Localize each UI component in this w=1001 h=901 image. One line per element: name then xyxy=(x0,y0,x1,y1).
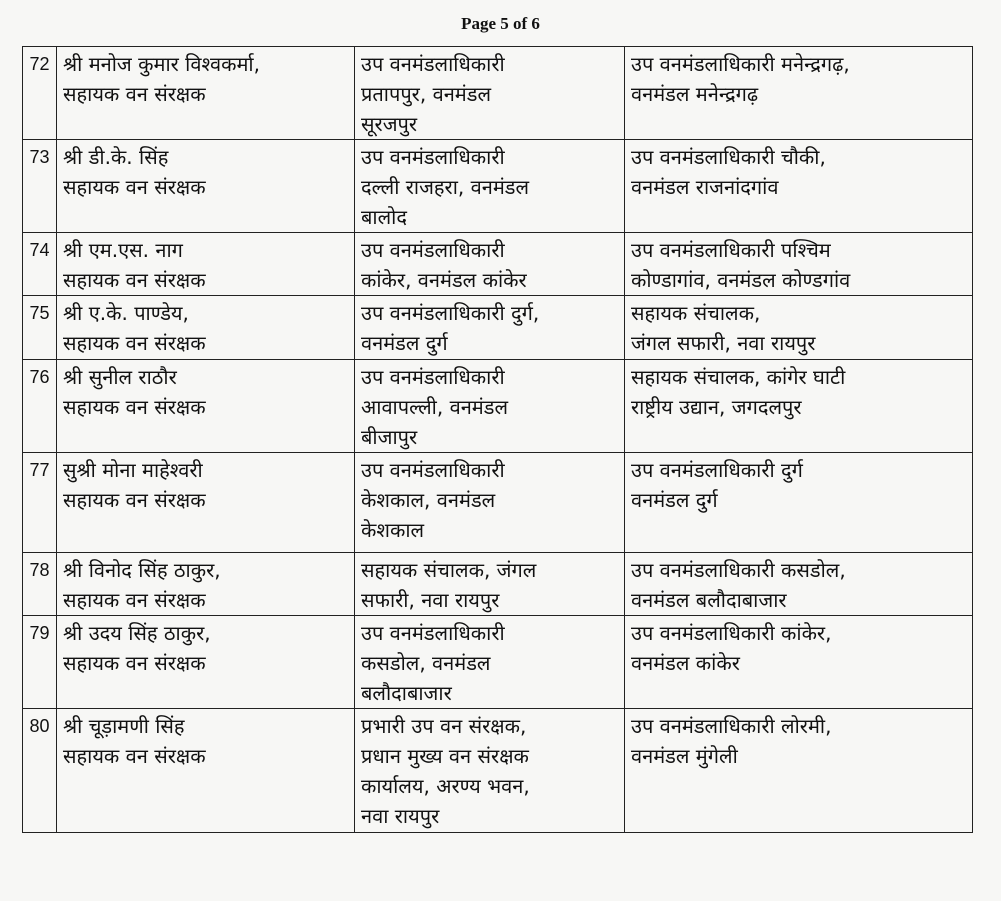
new-posting-line: उप वनमंडलाधिकारी चौकी, xyxy=(631,145,826,169)
serial-number: 78 xyxy=(29,560,50,580)
officer-designation: सहायक वन संरक्षक xyxy=(63,395,206,419)
officer-name: श्री उदय सिंह ठाकुर, xyxy=(63,621,211,645)
new-posting-cell xyxy=(625,453,973,553)
officer-designation: सहायक वन संरक्षक xyxy=(63,82,206,106)
current-posting-line: कार्यालय, अरण्य भवन, xyxy=(361,774,530,798)
current-posting-line: उप वनमंडलाधिकारी xyxy=(361,621,505,645)
officer-designation: सहायक वन संरक्षक xyxy=(63,588,206,612)
new-posting-cell xyxy=(625,709,973,833)
current-posting-line: प्रधान मुख्य वन संरक्षक xyxy=(361,744,529,768)
current-posting-line: उप वनमंडलाधिकारी xyxy=(361,458,505,482)
new-posting-line: वनमंडल कांकेर xyxy=(631,651,740,675)
table-body xyxy=(23,47,973,833)
serial-number: 72 xyxy=(29,54,50,74)
table-row xyxy=(23,47,973,140)
current-posting-cell xyxy=(355,616,625,709)
new-posting-line: जंगल सफारी, नवा रायपुर xyxy=(631,331,816,355)
serial-number-cell xyxy=(23,233,57,296)
serial-number-cell xyxy=(23,709,57,833)
serial-number-cell xyxy=(23,453,57,553)
officer-name: श्री मनोज कुमार विश्वकर्मा, xyxy=(63,52,260,76)
serial-number: 75 xyxy=(29,303,50,323)
officer-cell xyxy=(57,360,355,453)
officer-name: श्री ए.के. पाण्डेय, xyxy=(63,301,189,325)
serial-number-cell xyxy=(23,47,57,140)
current-posting-cell xyxy=(355,233,625,296)
table-row xyxy=(23,360,973,453)
current-posting-cell xyxy=(355,47,625,140)
new-posting-line: उप वनमंडलाधिकारी कसडोल, xyxy=(631,558,846,582)
new-posting-line: उप वनमंडलाधिकारी लोरमी, xyxy=(631,714,832,738)
current-posting-cell xyxy=(355,709,625,833)
officer-designation: सहायक वन संरक्षक xyxy=(63,651,206,675)
current-posting-cell xyxy=(355,553,625,616)
officer-designation: सहायक वन संरक्षक xyxy=(63,175,206,199)
officer-designation: सहायक वन संरक्षक xyxy=(63,744,206,768)
serial-number: 80 xyxy=(29,716,50,736)
serial-number-cell xyxy=(23,616,57,709)
new-posting-line: राष्ट्रीय उद्यान, जगदलपुर xyxy=(631,395,802,419)
current-posting-line: कांकेर, वनमंडल कांकेर xyxy=(361,268,527,292)
current-posting-line: बलौदाबाजार xyxy=(361,681,452,705)
current-posting-line: प्रतापपुर, वनमंडल xyxy=(361,82,492,106)
officer-designation: सहायक वन संरक्षक xyxy=(63,331,206,355)
serial-number: 76 xyxy=(29,367,50,387)
current-posting-cell xyxy=(355,360,625,453)
officer-cell xyxy=(57,553,355,616)
current-posting-line: बालोद xyxy=(361,205,407,229)
current-posting-cell xyxy=(355,296,625,360)
new-posting-line: उप वनमंडलाधिकारी पश्चिम xyxy=(631,238,831,262)
current-posting-line: बीजापुर xyxy=(361,425,418,449)
officer-cell xyxy=(57,233,355,296)
officer-cell xyxy=(57,453,355,553)
current-posting-line: नवा रायपुर xyxy=(361,804,440,828)
officer-name: श्री डी.के. सिंह xyxy=(63,145,169,169)
current-posting-line: उप वनमंडलाधिकारी xyxy=(361,52,505,76)
new-posting-cell xyxy=(625,360,973,453)
officer-name: श्री विनोद सिंह ठाकुर, xyxy=(63,558,221,582)
current-posting-cell xyxy=(355,453,625,553)
current-posting-line: सफारी, नवा रायपुर xyxy=(361,588,500,612)
officer-cell xyxy=(57,616,355,709)
officer-cell xyxy=(57,709,355,833)
new-posting-line: वनमंडल दुर्ग xyxy=(631,488,718,512)
current-posting-cell xyxy=(355,140,625,233)
table-row xyxy=(23,616,973,709)
new-posting-line: उप वनमंडलाधिकारी मनेन्द्रगढ़, xyxy=(631,52,850,76)
new-posting-cell xyxy=(625,553,973,616)
officer-name: श्री चूड़ामणी सिंह xyxy=(63,714,185,738)
new-posting-cell xyxy=(625,616,973,709)
serial-number: 77 xyxy=(29,460,50,480)
current-posting-line: केशकाल xyxy=(361,518,425,542)
new-posting-cell xyxy=(625,233,973,296)
current-posting-line: उप वनमंडलाधिकारी दुर्ग, xyxy=(361,301,540,325)
current-posting-line: दल्ली राजहरा, वनमंडल xyxy=(361,175,530,199)
page-number-header: Page 5 of 6 xyxy=(461,14,540,33)
serial-number-cell xyxy=(23,553,57,616)
current-posting-line: सहायक संचालक, जंगल xyxy=(361,558,537,582)
serial-number-cell xyxy=(23,296,57,360)
current-posting-line: उप वनमंडलाधिकारी xyxy=(361,238,505,262)
current-posting-line: उप वनमंडलाधिकारी xyxy=(361,365,505,389)
new-posting-cell xyxy=(625,47,973,140)
table-row xyxy=(23,140,973,233)
new-posting-line: वनमंडल मुंगेली xyxy=(631,744,738,768)
table-row xyxy=(23,453,973,553)
officer-name: श्री सुनील राठौर xyxy=(63,365,177,389)
new-posting-line: सहायक संचालक, xyxy=(631,301,761,325)
table-row xyxy=(23,233,973,296)
table-row xyxy=(23,296,973,360)
officer-designation: सहायक वन संरक्षक xyxy=(63,488,206,512)
serial-number: 79 xyxy=(29,623,50,643)
officer-cell xyxy=(57,47,355,140)
officer-cell xyxy=(57,296,355,360)
current-posting-line: केशकाल, वनमंडल xyxy=(361,488,496,512)
serial-number: 73 xyxy=(29,147,50,167)
officer-name: श्री एम.एस. नाग xyxy=(63,238,183,262)
serial-number: 74 xyxy=(29,240,50,260)
table-row xyxy=(23,553,973,616)
current-posting-line: कसडोल, वनमंडल xyxy=(361,651,491,675)
new-posting-cell xyxy=(625,140,973,233)
serial-number-cell xyxy=(23,360,57,453)
new-posting-line: उप वनमंडलाधिकारी दुर्ग xyxy=(631,458,803,482)
table-row xyxy=(23,709,973,833)
current-posting-line: सूरजपुर xyxy=(361,112,418,136)
current-posting-line: वनमंडल दुर्ग xyxy=(361,331,448,355)
current-posting-line: प्रभारी उप वन संरक्षक, xyxy=(361,714,527,738)
new-posting-line: वनमंडल मनेन्द्रगढ़ xyxy=(631,82,759,106)
new-posting-line: सहायक संचालक, कांगेर घाटी xyxy=(631,365,846,389)
current-posting-line: आवापल्ली, वनमंडल xyxy=(361,395,509,419)
officer-cell xyxy=(57,140,355,233)
new-posting-line: कोण्डागांव, वनमंडल कोण्डगांव xyxy=(631,268,851,292)
transfer-table xyxy=(22,46,973,833)
serial-number-cell xyxy=(23,140,57,233)
new-posting-line: वनमंडल बलौदाबाजार xyxy=(631,588,787,612)
current-posting-line: उप वनमंडलाधिकारी xyxy=(361,145,505,169)
new-posting-line: उप वनमंडलाधिकारी कांकेर, xyxy=(631,621,832,645)
officer-designation: सहायक वन संरक्षक xyxy=(63,268,206,292)
officer-name: सुश्री मोना माहेश्वरी xyxy=(63,458,203,482)
new-posting-line: वनमंडल राजनांदगांव xyxy=(631,175,779,199)
new-posting-cell xyxy=(625,296,973,360)
